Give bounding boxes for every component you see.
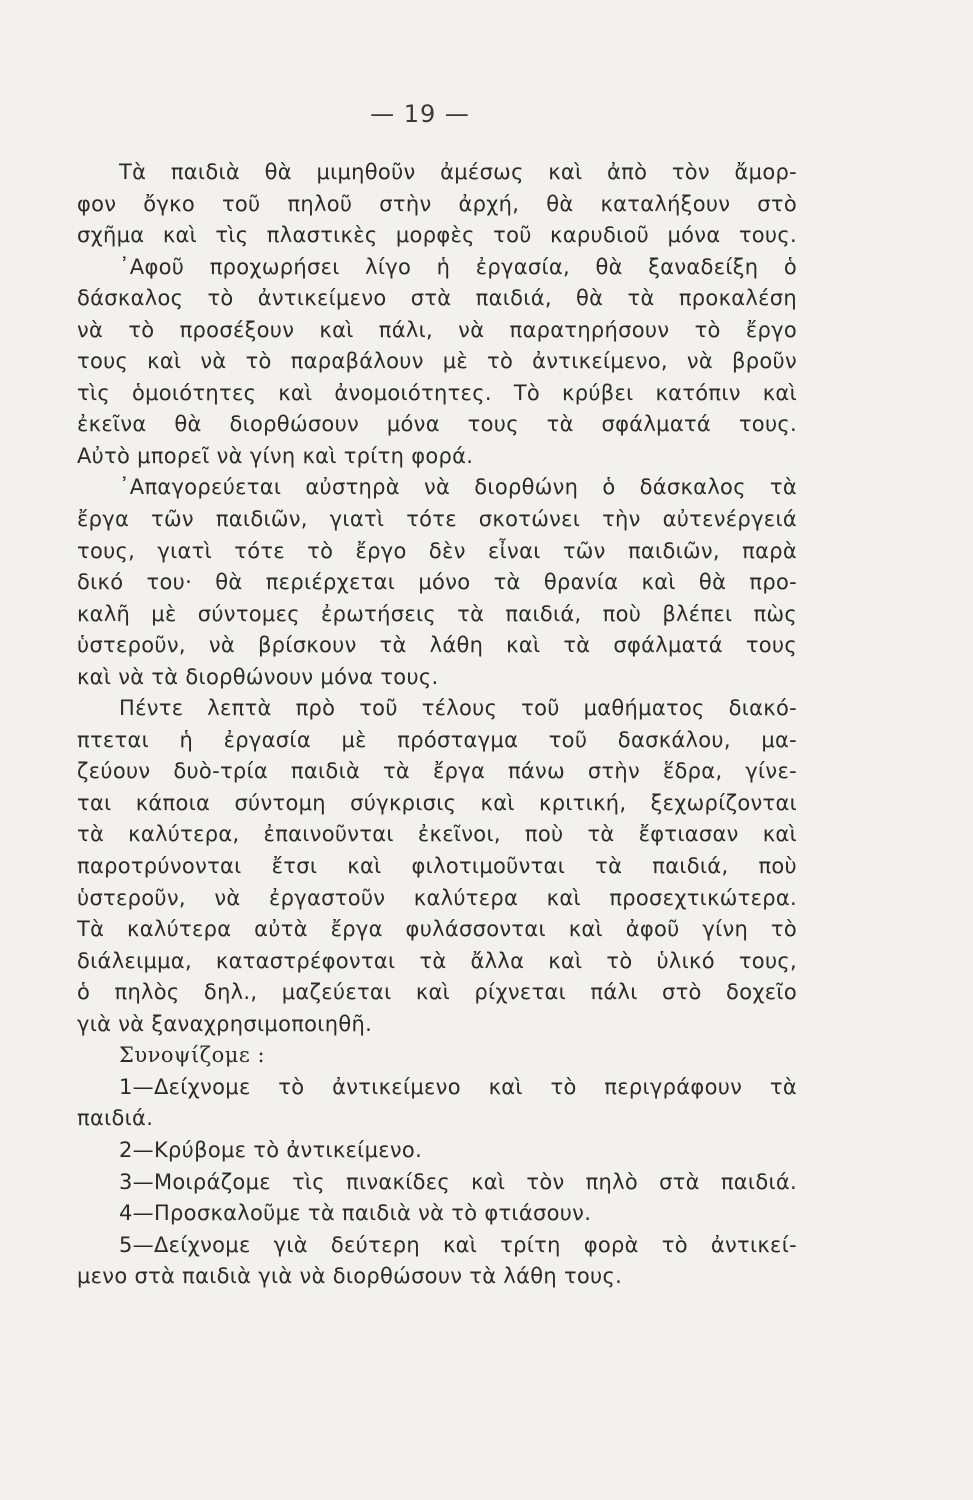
text-line: Αὐτὸ μπορεῖ νὰ γίνη καὶ τρίτη φορά.: [77, 443, 474, 468]
text-line: τους, γιατὶ τότε τὸ ἔργο δὲν εἶναι τῶν παιδιῶν, παρὰ: [77, 538, 797, 563]
text-line: καλῆ μὲ σύντομες ἐρωτήσεις τὰ παιδιά, ποὺ βλέπει πὼς: [77, 601, 797, 626]
text-line: 5—Δείχνομε γιὰ δεύτερη καὶ τρίτη φορὰ τὸ ἀντικεί-: [119, 1232, 797, 1257]
text-line: ται κάποια σύντομη σύγκρισις καὶ κριτική, ξεχωρίζονται: [77, 790, 797, 815]
text-line: τὰ καλύτερα, ἐπαινοῦνται ἐκεῖνοι, ποὺ τὰ ἔφτιασαν καὶ: [77, 822, 797, 847]
text-line: μενο στὰ παιδιὰ γιὰ νὰ διορθώσουν τὰ λάθη τους.: [77, 1264, 623, 1289]
text-line: 2—Κρύβομε τὸ ἀντικείμενο.: [119, 1137, 423, 1162]
page-number: — 19 —: [370, 100, 470, 128]
text-line: τὶς ὁμοιότητες καὶ ἀνομοιότητες. Τὸ κρύβει κατόπιν καὶ: [77, 380, 797, 405]
text-line: φον ὄγκο τοῦ πηλοῦ στὴν ἀρχή, θὰ καταλήξουν στὸ: [77, 191, 797, 216]
text-line: δικό του· θὰ περιέρχεται μόνο τὰ θρανία καὶ θὰ προ-: [77, 570, 797, 595]
text-line: νὰ τὸ προσέξουν καὶ πάλι, νὰ παρατηρήσουν τὸ ἔργο: [77, 317, 797, 342]
text-line: ἔργα τῶν παιδιῶν, γιατὶ τότε σκοτώνει τὴν αὐτενέργειά: [77, 507, 797, 532]
text-line: ᾿Αφοῦ προχωρήσει λίγο ἡ ἐργασία, θὰ ξαναδείξη ὁ: [119, 254, 797, 279]
text-line: 1—Δείχνομε τὸ ἀντικείμενο καὶ τὸ περιγράφουν τὰ: [119, 1074, 797, 1099]
body-text: [77, 157, 797, 1293]
text-line: ὑστεροῦν, νὰ βρίσκουν τὰ λάθη καὶ τὰ σφάλματά τους: [77, 633, 797, 658]
text-line: Συνοψίζομε :: [119, 1043, 266, 1068]
text-line: Τὰ παιδιὰ θὰ μιμηθοῦν ἀμέσως καὶ ἀπὸ τὸν ἄμορ-: [119, 160, 797, 184]
text-line: ὑστεροῦν, νὰ ἐργαστοῦν καλύτερα καὶ προσεχτικώτερα.: [77, 885, 797, 910]
text-line: γιὰ νὰ ξαναχρησιμοποιηθῆ.: [77, 1011, 373, 1036]
text-line: σχῆμα καὶ τὶς πλαστικὲς μορφὲς τοῦ καρυδιοῦ μόνα τους.: [77, 223, 797, 248]
text-line: Τὰ καλύτερα αὐτὰ ἔργα φυλάσσονται καὶ ἀφοῦ γίνη τὸ: [77, 917, 797, 942]
text-line: διάλειμμα, καταστρέφονται τὰ ἄλλα καὶ τὸ ὑλικό τους,: [77, 948, 797, 973]
text-line: πτεται ἡ ἐργασία μὲ πρόσταγμα τοῦ δασκάλου, μα-: [77, 727, 797, 752]
text-line: ἐκεῖνα θὰ διορθώσουν μόνα τους τὰ σφάλματά τους.: [77, 412, 797, 437]
text-line: καὶ νὰ τὰ διορθώνουν μόνα τους.: [77, 664, 439, 689]
text-line: παιδιά.: [77, 1106, 154, 1131]
text-line: 4—Προσκαλοῦμε τὰ παιδιὰ νὰ τὸ φτιάσουν.: [119, 1201, 592, 1226]
text-line: 3—Μοιράζομε τὶς πινακίδες καὶ τὸν πηλὸ στὰ παιδιά.: [119, 1169, 797, 1194]
text-line: ὁ πηλὸς δηλ., μαζεύεται καὶ ρίχνεται πάλι στὸ δοχεῖο: [77, 980, 797, 1005]
text-line: Πέντε λεπτὰ πρὸ τοῦ τέλους τοῦ μαθήματος διακό-: [119, 696, 797, 721]
text-line: παροτρύνονται ἔτσι καὶ φιλοτιμοῦνται τὰ παιδιά, ποὺ: [77, 854, 797, 879]
text-line: δάσκαλος τὸ ἀντικείμενο στὰ παιδιά, θὰ τὰ προκαλέση: [77, 286, 797, 311]
text-line: ζεύουν δυὸ-τρία παιδιὰ τὰ ἔργα πάνω στὴν ἕδρα, γίνε-: [77, 759, 797, 784]
text-line: τους καὶ νὰ τὸ παραβάλουν μὲ τὸ ἀντικείμενο, νὰ βροῦν: [77, 349, 797, 374]
text-line: ᾿Απαγορεύεται αὐστηρὰ νὰ διορθώνη ὁ δάσκαλος τὰ: [119, 475, 797, 500]
